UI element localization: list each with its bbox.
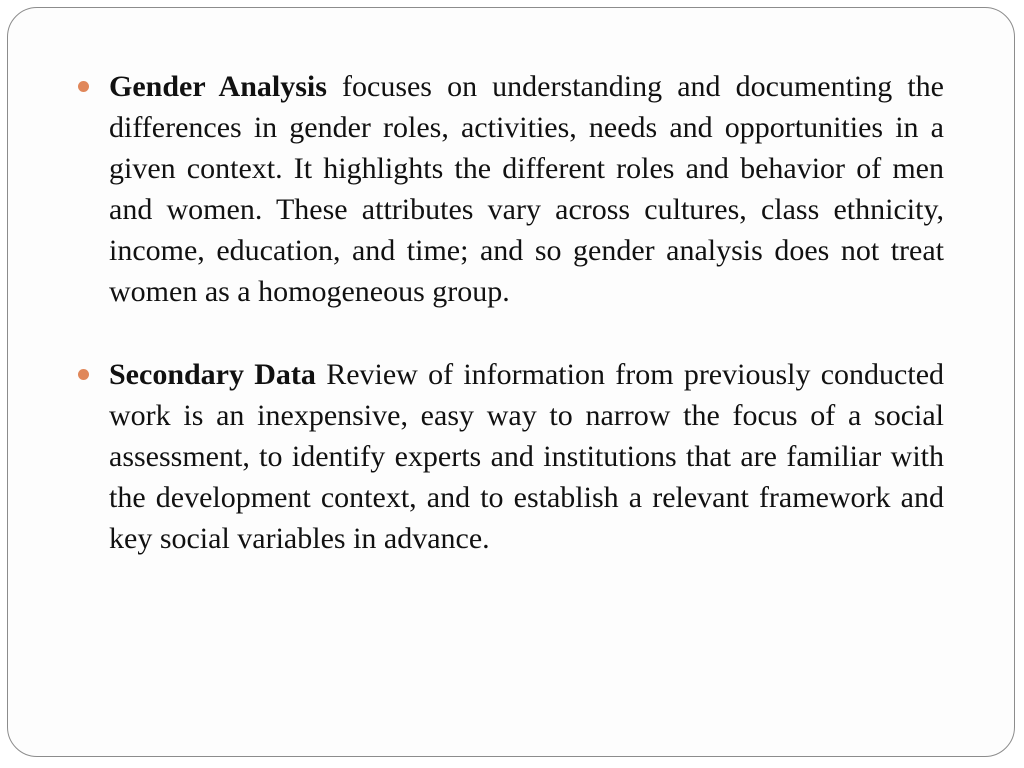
slide-frame [7, 7, 1015, 757]
bullet-text: Review of information from previously conducted work is an inexpensive, easy way to narrow the focus of a social assessment, to identify experts and institutions that are familiar with the development context, and to establish a relevant framework and key social variables in advance. [109, 358, 945, 555]
bullet-dot-icon [78, 81, 89, 92]
bullet-dot-icon [78, 369, 89, 380]
slide-content [78, 66, 944, 559]
bullet-gender-analysis [78, 66, 944, 312]
bullet-text: focuses on understanding and documenting the differences in gender roles, activities, needs and opportunities in a given context. It highlights the different roles and behavior of men and women. These attributes vary across cultures, class ethnicity, income, education, and time; and so gender analysis does not treat women as a homogeneous group. [109, 70, 945, 308]
bullet-term: Gender Analysis [109, 70, 343, 103]
bullet-term: Secondary Data [109, 358, 327, 391]
bullet-secondary-data [78, 354, 944, 559]
